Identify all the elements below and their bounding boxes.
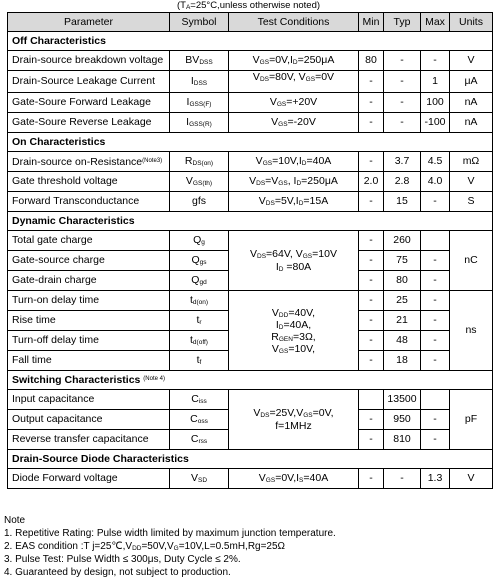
max-cell: - — [421, 311, 450, 331]
typ-cell: 13500 — [384, 390, 421, 410]
col-typ: Typ — [384, 13, 421, 32]
symbol-cell: $t_f$ — [170, 351, 229, 371]
symbol-cell: $BV_{DSS}$ — [170, 51, 229, 71]
typ-cell: 810 — [384, 430, 421, 450]
max-cell: - — [421, 51, 450, 71]
min-cell: - — [359, 430, 384, 450]
section-title: Drain-Source Diode Characteristics — [8, 450, 493, 469]
param-cell: Turn-off delay time — [8, 331, 170, 351]
typ-cell: 18 — [384, 351, 421, 371]
symbol-cell: $V_{GS(th)}$ — [170, 172, 229, 192]
section-title: Dynamic Characteristics — [8, 212, 493, 231]
typ-cell: 75 — [384, 251, 421, 271]
min-cell: - — [359, 192, 384, 212]
min-cell: - — [359, 331, 384, 351]
unit-cell: mΩ — [450, 152, 493, 172]
gate-charge-conditions: $V_{DS}=64V$, $V_{GS}=10V$ $I_D =80A$ — [229, 231, 359, 291]
min-cell: - — [359, 410, 384, 430]
max-cell: 1.3 — [421, 469, 450, 489]
condition-cell: $V_{DS}=V_{GS}$, $I_D=250\mu A$ — [229, 172, 359, 192]
max-cell: - — [421, 291, 450, 311]
param-cell: Total gate charge — [8, 231, 170, 251]
min-cell: 2.0 — [359, 172, 384, 192]
section-off — [8, 32, 493, 51]
param-cell: Forward Transconductance — [8, 192, 170, 212]
param-cell: Rise time — [8, 311, 170, 331]
section-diode — [8, 450, 493, 469]
typ-cell: 950 — [384, 410, 421, 430]
condition-cell: $V_{GS}=10V,I_D=40A$ — [229, 152, 359, 172]
typ-cell: - — [384, 113, 421, 133]
param-cell: Drain-Source Leakage Current — [8, 71, 170, 93]
table-row — [8, 113, 493, 133]
condition-cell: $V_{GS}=0V,I_D=250\mu A$ — [229, 51, 359, 71]
section-dynamic — [8, 212, 493, 231]
unit-cell: nA — [450, 113, 493, 133]
table-header-row — [8, 13, 493, 32]
unit-cell: V — [450, 172, 493, 192]
typ-cell: 25 — [384, 291, 421, 311]
table-row — [8, 93, 493, 113]
param-cell: Drain-source breakdown voltage — [8, 51, 170, 71]
electrical-characteristics-table — [7, 12, 493, 489]
param-cell: Gate-drain charge — [8, 271, 170, 291]
typ-cell: - — [384, 93, 421, 113]
min-cell — [359, 390, 384, 410]
symbol-cell: $I_{DSS}$ — [170, 71, 229, 93]
table-row — [8, 152, 493, 172]
typ-cell: - — [384, 51, 421, 71]
symbol-cell: $I_{GSS(R)}$ — [170, 113, 229, 133]
typ-cell: 21 — [384, 311, 421, 331]
table-row — [8, 469, 493, 489]
max-cell: - — [421, 251, 450, 271]
min-cell: - — [359, 71, 384, 93]
symbol-cell: $t_r$ — [170, 311, 229, 331]
col-min: Min — [359, 13, 384, 32]
symbol-cell: $t_{d(off)}$ — [170, 331, 229, 351]
table-row — [8, 71, 493, 93]
max-cell: 1 — [421, 71, 450, 93]
test-conditions-header: ($T_A=25^\circ C,unless$ otherwise noted) — [176, 0, 321, 11]
note-4: 4. Guaranteed by design, not subject to production. — [4, 567, 231, 578]
param-cell: Turn-on delay time — [8, 291, 170, 311]
param-cell: Input capacitance — [8, 390, 170, 410]
notes-section — [4, 514, 336, 579]
col-test-conditions: Test Conditions — [229, 13, 359, 32]
typ-cell: 15 — [384, 192, 421, 212]
col-symbol: Symbol — [170, 13, 229, 32]
col-max: Max — [421, 13, 450, 32]
capacitance-unit: pF — [450, 390, 493, 450]
min-cell: - — [359, 231, 384, 251]
table-row — [8, 390, 493, 410]
max-cell: 4.5 — [421, 152, 450, 172]
min-cell: - — [359, 271, 384, 291]
max-cell: - — [421, 351, 450, 371]
note-ref: (Note 4) — [143, 376, 165, 382]
symbol-cell: $C_{iss}$ — [170, 390, 229, 410]
table-row — [8, 231, 493, 251]
param-cell: Fall time — [8, 351, 170, 371]
typ-cell: 80 — [384, 271, 421, 291]
param-cell: Output capacitance — [8, 410, 170, 430]
unit-cell: V — [450, 51, 493, 71]
note-3: 3. Pulse Test: Pulse Width ≤ 300μs, Duty Cycle ≤ 2%. — [4, 554, 241, 565]
max-cell: - — [421, 192, 450, 212]
col-parameter: Parameter — [8, 13, 170, 32]
max-cell: - — [421, 271, 450, 291]
section-title: Switching Characteristics $^{(Note 4)}$ — [8, 371, 493, 390]
max-cell: -100 — [421, 113, 450, 133]
table-row — [8, 51, 493, 71]
min-cell: - — [359, 311, 384, 331]
condition-cell: $V_{DS}=80V$, $V_{GS}=0V$ — [229, 71, 359, 93]
symbol-cell: $C_{oss}$ — [170, 410, 229, 430]
symbol-cell: $Q_{gs}$ — [170, 251, 229, 271]
param-cell: Gate-Soure Forward Leakage — [8, 93, 170, 113]
max-cell — [421, 390, 450, 410]
note-2: 2. EAS condition :T $j=25℃,V_{DD}=50V,V_G=10V,L=0.5mH,Rg=25\Omega$ — [4, 541, 286, 552]
param-cell: Drain-source on-Resistance$^{(Note3)}$ — [8, 152, 170, 172]
symbol-cell: gfs — [170, 192, 229, 212]
typ-cell: - — [384, 71, 421, 93]
notes-heading: Note — [4, 515, 26, 526]
gate-charge-unit: nC — [450, 231, 493, 291]
min-cell: - — [359, 113, 384, 133]
unit-cell: S — [450, 192, 493, 212]
typ-cell: 2.8 — [384, 172, 421, 192]
min-cell: - — [359, 469, 384, 489]
unit-cell: V — [450, 469, 493, 489]
section-on — [8, 133, 493, 152]
symbol-cell: $R_{DS(on)}$ — [170, 152, 229, 172]
param-cell: Gate-Soure Reverse Leakage — [8, 113, 170, 133]
capacitance-conditions: $V_{DS}=25V,V_{GS}=0V$, f=1MHz — [229, 390, 359, 450]
table-row — [8, 291, 493, 311]
max-cell: 100 — [421, 93, 450, 113]
note-1: 1. Repetitive Rating: Pulse width limited by maximum junction temperature. — [4, 528, 336, 539]
symbol-cell: $I_{GSS(F)}$ — [170, 93, 229, 113]
max-cell: - — [421, 410, 450, 430]
section-switching — [8, 371, 493, 390]
min-cell: 80 — [359, 51, 384, 71]
symbol-cell: $Q_{gd}$ — [170, 271, 229, 291]
table-row — [8, 192, 493, 212]
unit-cell: μA — [450, 71, 493, 93]
symbol-cell: $V_{SD}$ — [170, 469, 229, 489]
typ-cell: 48 — [384, 331, 421, 351]
col-units: Units — [450, 13, 493, 32]
param-cell: Gate threshold voltage — [8, 172, 170, 192]
max-cell: - — [421, 331, 450, 351]
symbol-cell: $t_{d(on)}$ — [170, 291, 229, 311]
section-title: Off Characteristics — [8, 32, 493, 51]
min-cell: - — [359, 351, 384, 371]
param-cell: Reverse transfer capacitance — [8, 430, 170, 450]
param-cell: Diode Forward voltage — [8, 469, 170, 489]
min-cell: - — [359, 291, 384, 311]
min-cell: - — [359, 152, 384, 172]
section-title: On Characteristics — [8, 133, 493, 152]
max-cell: 4.0 — [421, 172, 450, 192]
min-cell: - — [359, 251, 384, 271]
unit-cell: nA — [450, 93, 493, 113]
typ-cell: - — [384, 469, 421, 489]
table-row — [8, 172, 493, 192]
switching-time-unit: ns — [450, 291, 493, 371]
symbol-cell: $Q_g$ — [170, 231, 229, 251]
max-cell: - — [421, 430, 450, 450]
typ-cell: 260 — [384, 231, 421, 251]
condition-cell: $V_{DS}=5V,I_D=15A$ — [229, 192, 359, 212]
note-ref: (Note3) — [142, 157, 163, 164]
switching-time-conditions: $V_{DD}=40V$, $I_D=40A$, $R_{GEN}=3\Omega$, $V_{GS}=10V$, — [229, 291, 359, 371]
min-cell: - — [359, 93, 384, 113]
condition-cell: $V_{GS}=+20V$ — [229, 93, 359, 113]
symbol-cell: $C_{rss}$ — [170, 430, 229, 450]
param-cell: Gate-source charge — [8, 251, 170, 271]
max-cell — [421, 231, 450, 251]
typ-cell: 3.7 — [384, 152, 421, 172]
condition-cell: $V_{GS}=-20V$ — [229, 113, 359, 133]
condition-cell: $V_{GS}=0V,I_S=40A$ — [229, 469, 359, 489]
